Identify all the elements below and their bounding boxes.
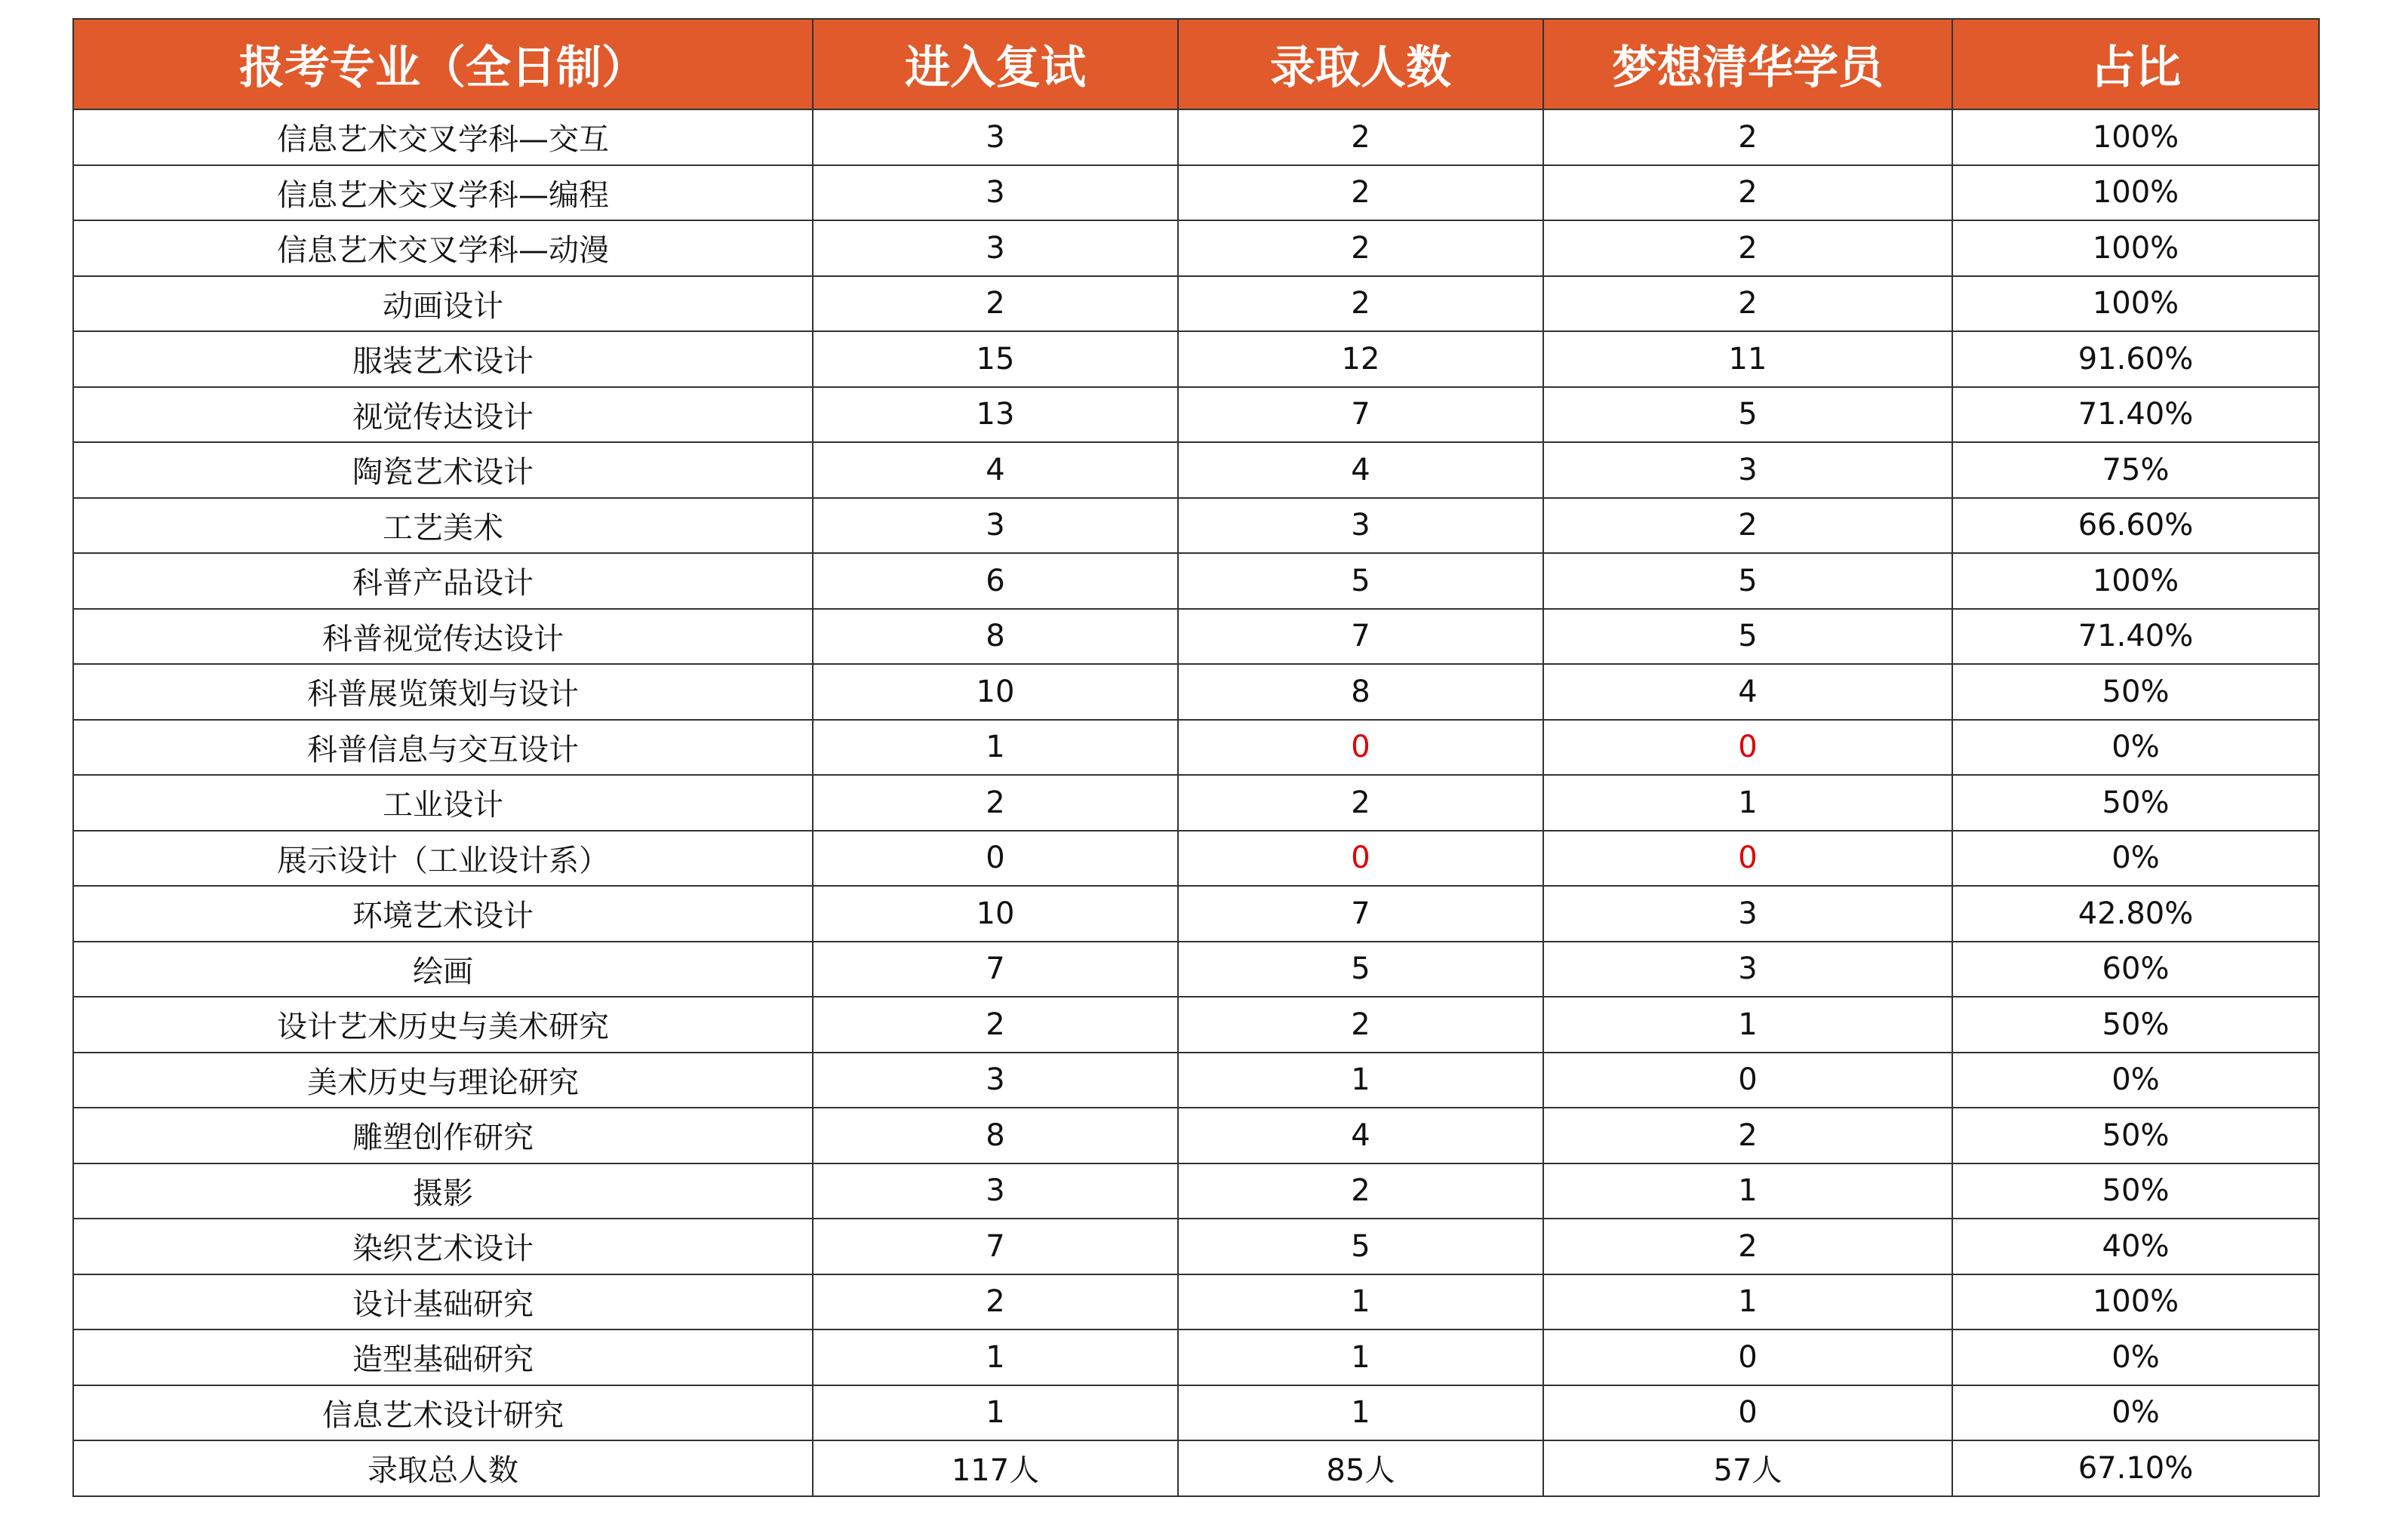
cell-ratio: 50% — [1952, 997, 2319, 1053]
cell-retest: 3 — [813, 1163, 1178, 1219]
cell-retest: 2 — [813, 775, 1178, 831]
cell-ratio: 100% — [1952, 109, 2319, 165]
cell-retest: 1 — [813, 720, 1178, 776]
cell-dream-students: 2 — [1543, 1219, 1952, 1274]
cell-major: 信息艺术交叉学科—动漫 — [73, 220, 813, 276]
cell-dream-students: 5 — [1543, 387, 1952, 443]
cell-major: 绘画 — [73, 942, 813, 997]
cell-admitted: 5 — [1178, 1219, 1543, 1274]
header-dream-students: 梦想清华学员 — [1543, 19, 1952, 109]
cell-ratio: 100% — [1952, 553, 2319, 609]
cell-dream-students: 1 — [1543, 775, 1952, 831]
cell-ratio: 50% — [1952, 775, 2319, 831]
cell-dream-students: 3 — [1543, 442, 1952, 498]
cell-ratio: 91.60% — [1952, 331, 2319, 387]
table-row — [73, 109, 2319, 165]
table-row — [73, 664, 2319, 720]
cell-major: 染织艺术设计 — [73, 1219, 813, 1274]
cell-ratio: 100% — [1952, 165, 2319, 221]
cell-ratio: 0% — [1952, 1385, 2319, 1441]
cell-retest: 3 — [813, 220, 1178, 276]
cell-admitted: 2 — [1178, 109, 1543, 165]
cell-major: 美术历史与理论研究 — [73, 1053, 813, 1108]
cell-ratio: 75% — [1952, 442, 2319, 498]
cell-admitted: 7 — [1178, 886, 1543, 942]
cell-retest: 8 — [813, 1108, 1178, 1163]
cell-retest: 3 — [813, 109, 1178, 165]
table-row — [73, 831, 2319, 887]
cell-dream-students: 0 — [1543, 1329, 1952, 1385]
cell-dream-students: 2 — [1543, 1108, 1952, 1163]
cell-major: 设计基础研究 — [73, 1274, 813, 1330]
table-row — [73, 442, 2319, 498]
cell-major: 信息艺术设计研究 — [73, 1385, 813, 1441]
table-row — [73, 1219, 2319, 1274]
cell-ratio: 42.80% — [1952, 886, 2319, 942]
cell-dream-students: 1 — [1543, 1163, 1952, 1219]
cell-major: 工业设计 — [73, 775, 813, 831]
cell-admitted: 8 — [1178, 664, 1543, 720]
cell-retest: 117人 — [813, 1440, 1178, 1496]
cell-retest: 2 — [813, 997, 1178, 1053]
cell-dream-students: 11 — [1543, 331, 1952, 387]
cell-ratio: 67.10% — [1952, 1440, 2319, 1496]
cell-dream-students: 0 — [1543, 1053, 1952, 1108]
cell-dream-students: 2 — [1543, 220, 1952, 276]
cell-major: 科普信息与交互设计 — [73, 720, 813, 776]
cell-dream-students: 1 — [1543, 1274, 1952, 1330]
cell-retest: 13 — [813, 387, 1178, 443]
cell-dream-students: 5 — [1543, 609, 1952, 665]
cell-dream-students: 0 — [1543, 1385, 1952, 1441]
cell-admitted: 2 — [1178, 775, 1543, 831]
cell-major: 工艺美术 — [73, 498, 813, 554]
cell-admitted: 2 — [1178, 276, 1543, 332]
cell-retest: 15 — [813, 331, 1178, 387]
cell-admitted: 7 — [1178, 609, 1543, 665]
table-row — [73, 1385, 2319, 1441]
cell-retest: 1 — [813, 1385, 1178, 1441]
cell-ratio: 71.40% — [1952, 609, 2319, 665]
cell-admitted: 85人 — [1178, 1440, 1543, 1496]
cell-ratio: 0% — [1952, 1329, 2319, 1385]
cell-admitted: 0 — [1178, 720, 1543, 776]
table-row — [73, 1108, 2319, 1163]
cell-major: 信息艺术交叉学科—交互 — [73, 109, 813, 165]
cell-major: 设计艺术历史与美术研究 — [73, 997, 813, 1053]
cell-ratio: 60% — [1952, 942, 2319, 997]
table-row — [73, 886, 2319, 942]
cell-dream-students: 4 — [1543, 664, 1952, 720]
cell-retest: 7 — [813, 1219, 1178, 1274]
cell-admitted: 1 — [1178, 1329, 1543, 1385]
cell-major: 陶瓷艺术设计 — [73, 442, 813, 498]
cell-major: 动画设计 — [73, 276, 813, 332]
table-row — [73, 942, 2319, 997]
cell-admitted: 5 — [1178, 942, 1543, 997]
cell-admitted: 12 — [1178, 331, 1543, 387]
cell-major: 科普产品设计 — [73, 553, 813, 609]
cell-dream-students: 3 — [1543, 886, 1952, 942]
cell-retest: 3 — [813, 498, 1178, 554]
cell-ratio: 50% — [1952, 664, 2319, 720]
table-row — [73, 720, 2319, 776]
cell-ratio: 66.60% — [1952, 498, 2319, 554]
cell-retest: 4 — [813, 442, 1178, 498]
table-row — [73, 387, 2319, 443]
cell-major: 展示设计（工业设计系） — [73, 831, 813, 887]
cell-retest: 2 — [813, 276, 1178, 332]
cell-admitted: 4 — [1178, 442, 1543, 498]
cell-dream-students: 57人 — [1543, 1440, 1952, 1496]
table-row — [73, 609, 2319, 665]
cell-admitted: 0 — [1178, 831, 1543, 887]
admission-table-container — [72, 18, 2318, 1497]
table-row — [73, 1274, 2319, 1330]
cell-ratio: 50% — [1952, 1108, 2319, 1163]
cell-admitted: 7 — [1178, 387, 1543, 443]
cell-dream-students: 0 — [1543, 720, 1952, 776]
cell-admitted: 2 — [1178, 1163, 1543, 1219]
cell-ratio: 100% — [1952, 220, 2319, 276]
cell-major: 科普视觉传达设计 — [73, 609, 813, 665]
cell-dream-students: 3 — [1543, 942, 1952, 997]
cell-major: 视觉传达设计 — [73, 387, 813, 443]
table-row — [73, 276, 2319, 332]
cell-retest: 8 — [813, 609, 1178, 665]
cell-admitted: 1 — [1178, 1385, 1543, 1441]
table-row — [73, 165, 2319, 221]
cell-admitted: 4 — [1178, 1108, 1543, 1163]
cell-admitted: 2 — [1178, 997, 1543, 1053]
cell-dream-students: 5 — [1543, 553, 1952, 609]
cell-retest: 6 — [813, 553, 1178, 609]
cell-dream-students: 1 — [1543, 997, 1952, 1053]
cell-retest: 0 — [813, 831, 1178, 887]
cell-retest: 1 — [813, 1329, 1178, 1385]
cell-admitted: 2 — [1178, 220, 1543, 276]
cell-dream-students: 2 — [1543, 165, 1952, 221]
cell-ratio: 100% — [1952, 1274, 2319, 1330]
header-major: 报考专业（全日制） — [73, 19, 813, 109]
cell-ratio: 0% — [1952, 831, 2319, 887]
cell-retest: 3 — [813, 1053, 1178, 1108]
cell-retest: 7 — [813, 942, 1178, 997]
table-body — [73, 109, 2319, 1496]
cell-admitted: 1 — [1178, 1053, 1543, 1108]
total-row — [73, 1440, 2319, 1496]
table-row — [73, 997, 2319, 1053]
table-row — [73, 1053, 2319, 1108]
table-row — [73, 553, 2319, 609]
cell-admitted: 5 — [1178, 553, 1543, 609]
table-row — [73, 1329, 2319, 1385]
cell-ratio: 0% — [1952, 1053, 2319, 1108]
header-row — [73, 19, 2319, 109]
cell-major: 科普展览策划与设计 — [73, 664, 813, 720]
header-ratio: 占比 — [1952, 19, 2319, 109]
cell-major: 造型基础研究 — [73, 1329, 813, 1385]
cell-ratio: 0% — [1952, 720, 2319, 776]
cell-major: 摄影 — [73, 1163, 813, 1219]
cell-admitted: 2 — [1178, 165, 1543, 221]
cell-retest: 2 — [813, 1274, 1178, 1330]
table-header — [73, 19, 2319, 109]
cell-retest: 10 — [813, 886, 1178, 942]
cell-major: 录取总人数 — [73, 1440, 813, 1496]
cell-ratio: 71.40% — [1952, 387, 2319, 443]
table-row — [73, 498, 2319, 554]
cell-dream-students: 2 — [1543, 109, 1952, 165]
cell-dream-students: 0 — [1543, 831, 1952, 887]
table-row — [73, 775, 2319, 831]
cell-admitted: 1 — [1178, 1274, 1543, 1330]
table-row — [73, 220, 2319, 276]
cell-ratio: 100% — [1952, 276, 2319, 332]
cell-admitted: 3 — [1178, 498, 1543, 554]
cell-major: 服装艺术设计 — [73, 331, 813, 387]
header-retest: 进入复试 — [813, 19, 1178, 109]
cell-dream-students: 2 — [1543, 498, 1952, 554]
table-row — [73, 331, 2319, 387]
header-admitted: 录取人数 — [1178, 19, 1543, 109]
cell-major: 雕塑创作研究 — [73, 1108, 813, 1163]
table-row — [73, 1163, 2319, 1219]
cell-major: 环境艺术设计 — [73, 886, 813, 942]
cell-ratio: 50% — [1952, 1163, 2319, 1219]
admission-table — [72, 18, 2320, 1497]
cell-major: 信息艺术交叉学科—编程 — [73, 165, 813, 221]
cell-ratio: 40% — [1952, 1219, 2319, 1274]
cell-retest: 10 — [813, 664, 1178, 720]
cell-dream-students: 2 — [1543, 276, 1952, 332]
cell-retest: 3 — [813, 165, 1178, 221]
